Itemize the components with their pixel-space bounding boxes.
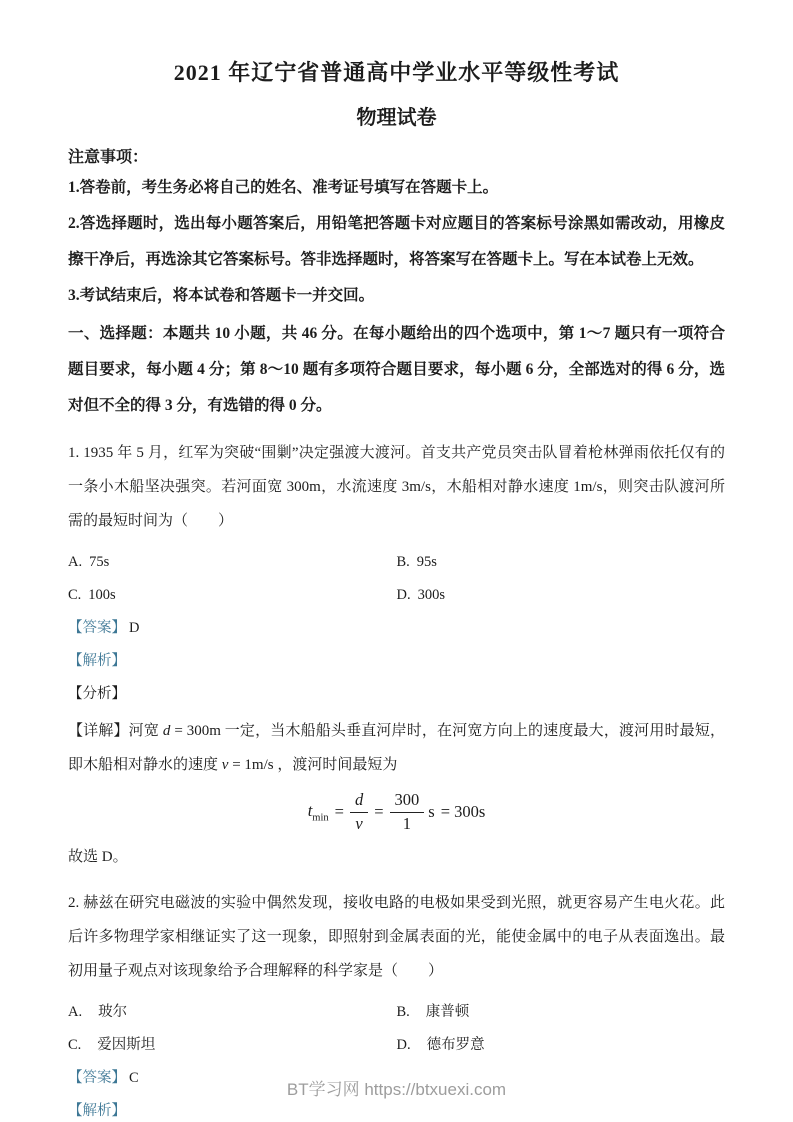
question-2-option-b bbox=[397, 1002, 726, 1022]
question-1-analysis-line bbox=[68, 651, 725, 671]
variable-d: d bbox=[162, 723, 171, 739]
question-1-option-a bbox=[68, 552, 397, 572]
answer-value: D bbox=[129, 620, 140, 636]
fraction-d-over-v: $\frac{d}{v}$ bbox=[350, 790, 368, 834]
formula-result: = 300s bbox=[440, 802, 486, 822]
formula-subscript: min bbox=[312, 812, 329, 824]
question-1-answer-line bbox=[68, 618, 725, 638]
question-2-stem: 2. 赫兹在研究电磁波的实验中偶然发现，接收电路的电极如果受到光照，就更容易产生电火花。此后许多物理学家相继证实了这一现象，即照射到金属表面的光，能使金属中的电子从表面逸出。最初用量子观点对该现象给予合理解释的科学家是（ ） bbox=[68, 895, 725, 980]
analysis-label: 【解析】 bbox=[68, 653, 126, 669]
option-text: 75s bbox=[89, 554, 110, 570]
question-1-option-d bbox=[397, 585, 726, 605]
option-text: 德布罗意 bbox=[426, 1037, 485, 1054]
analysis-label: 【解析】 bbox=[68, 1103, 126, 1120]
notice-item-3: 3.考试结束后，将本试卷和答题卡一并交回。 bbox=[68, 287, 375, 304]
option-label: A. bbox=[68, 554, 83, 570]
option-label: D. bbox=[396, 587, 411, 603]
option-label: B. bbox=[396, 1004, 410, 1021]
question-2-option-c bbox=[68, 1035, 397, 1055]
option-label: A. bbox=[68, 1004, 83, 1021]
equals-sign: = bbox=[374, 802, 384, 822]
option-text: 100s bbox=[88, 587, 116, 603]
notice-item-1: 1.答卷前，考生务必将自己的姓名、准考证号填写在答题卡上。 bbox=[68, 179, 499, 196]
question-1-analysis-heading bbox=[68, 684, 725, 704]
question-1-options bbox=[68, 552, 725, 605]
fraction-300-over-1: $\frac{300}{1}$ bbox=[390, 790, 425, 834]
question-2-option-a bbox=[68, 1002, 397, 1022]
detail-text: = 1m/s ，渡河时间最短为 bbox=[228, 757, 398, 773]
footer-link[interactable]: BT学习网 https://btxuexi.com bbox=[286, 1080, 507, 1099]
option-text: 玻尔 bbox=[98, 1004, 128, 1021]
answer-label: 【答案】 bbox=[68, 620, 126, 636]
option-text: 康普顿 bbox=[425, 1004, 470, 1021]
question-2-options bbox=[68, 1002, 725, 1055]
formula-symbol: $t_{min}$ bbox=[307, 800, 329, 824]
detail-label: 【详解】 bbox=[68, 723, 129, 739]
variable-v: v bbox=[221, 757, 229, 773]
answer-value: C bbox=[129, 1070, 139, 1087]
page-subtitle: 物理试卷 bbox=[356, 107, 437, 129]
formula-tmin bbox=[308, 790, 486, 834]
notice-heading: 注意事项： bbox=[68, 149, 149, 166]
analysis-heading-label: 【分析】 bbox=[68, 686, 126, 702]
formula-block bbox=[68, 790, 725, 834]
question-2-option-d bbox=[397, 1035, 726, 1055]
question-1-option-b bbox=[397, 552, 726, 572]
page-title: 2021 年辽宁省普通高中学业水平等级性考试 bbox=[173, 60, 620, 85]
formula-unit: s bbox=[428, 802, 435, 822]
answer-label: 【答案】 bbox=[68, 1070, 126, 1087]
question-1-detail bbox=[68, 714, 725, 782]
question-1 bbox=[68, 436, 725, 868]
option-text: 爱因斯坦 bbox=[97, 1037, 156, 1054]
detail-text: 河宽 bbox=[128, 723, 163, 739]
question-1-conclusion: 故选 D。 bbox=[68, 849, 128, 866]
notice-item-2: 2.答选择题时，选出每小题答案后，用铅笔把答题卡对应题目的答案标号涂黑如需改动，用橡皮擦干净后，再选涂其它答案标号。答非选择题时，将答案写在答题卡上。写在本试卷上无效。 bbox=[68, 215, 725, 268]
option-label: B. bbox=[396, 554, 410, 570]
detail-text: = 300m 一定，当木船船头垂直河岸时，在河宽方向上的速度最大，渡河用时最短，即木船相对静水的速度 bbox=[68, 723, 725, 773]
equals-sign: = bbox=[334, 802, 344, 822]
question-1-option-c bbox=[68, 585, 397, 605]
footer-watermark bbox=[0, 1075, 793, 1100]
section-heading-choice-questions: 一、选择题：本题共 10 小题，共 46 分。在每小题给出的四个选项中，第 1～7 题只有一项符合题目要求，每小题 4 分；第 8～10 题有多项符合题目要求，每小题 6 分，全部选对的得 6 分，选对但不全的得 3 分，有选错的得 0 分。 bbox=[68, 325, 725, 414]
question-2-analysis-line bbox=[68, 1101, 725, 1121]
option-text: 300s bbox=[417, 587, 446, 603]
question-1-stem: 1. 1935 年 5 月，红军为突破“围剿”决定强渡大渡河。首支共产党员突击队冒着枪林弹雨依托仅有的一条小木船坚决强突。若河面宽 300m，水流速度 3m/s，木船相对静水速度 1m/s，则突击队渡河所需的最短时间为（ ） bbox=[68, 445, 725, 529]
option-label: C. bbox=[68, 587, 82, 603]
option-label: C. bbox=[68, 1037, 82, 1054]
option-label: D. bbox=[396, 1037, 411, 1054]
option-text: 95s bbox=[416, 554, 437, 570]
